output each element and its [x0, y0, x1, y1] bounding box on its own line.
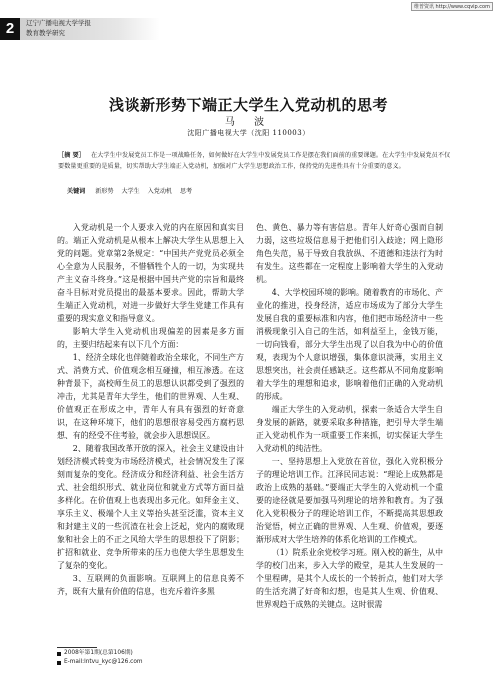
bullet-square-icon — [57, 661, 61, 665]
author-affiliation: 沈阳广播电视大学（沈阳 110003） — [187, 129, 310, 137]
email: E-mail:lntvu_kyc@126.com — [64, 659, 143, 665]
issue-info: 2008年第1期(总第106期) — [64, 650, 133, 656]
abstract — [58, 150, 456, 172]
footer — [57, 649, 143, 667]
keyword: 大学生 — [121, 188, 140, 195]
paragraph: 影响大学生入党动机出现偏差的因素是多方面的，主要归结起来有以下几个方面： — [57, 327, 244, 349]
article-title: 浅谈新形势下端正大学生入党动机的思考 — [108, 96, 388, 114]
footer-divider — [57, 647, 97, 648]
keyword: 新形势 — [95, 188, 114, 195]
article-author: 马 波 — [224, 117, 273, 128]
paragraph: 3、互联网的负面影响。互联网上的信息良莠不齐，既有大量有价值的信息，也充斥着许多黑 — [57, 574, 244, 596]
left-column — [57, 221, 244, 598]
paragraph: 1、经济全球化也伴随着政治全球化，不同生产方式、消费方式、价值观念相互碰撞，相互渗透。在这种背景下，高校师生员工的思想认识都受到了强烈的冲击，尤其是青年大学生，他们的世界观、人生观、价值观正在形成之中，青年人有具有强烈的好奇意识，在这种环境下，他们的思想很容易受西方腐朽思想、有的经受不住考验，就会步入思想误区。 — [57, 353, 244, 440]
paragraph: 2、随着我国改革开放的深入，社会主义建设由计划经济模式转变为市场经济模式，社会情况发生了深刻而复杂的变化。经济成分和经济利益、社会生活方式、社会组织形式、就业岗位和就业方式等方面日益多样化。在价值观上也表现出多元化。如拜金主义、享乐主义、极端个人主义等抬头甚至泛滥，资本主义和封建主义的一些沉渣在社会上泛起，党内的腐败现象和社会上的不正之风给大学生的思想投下了阴影；扩招和就业、竞争所带来的压力也使大学生思想发生了复杂的变化。 — [57, 444, 244, 570]
keywords — [67, 186, 198, 195]
issue-number-badge: 2 — [0, 18, 20, 40]
right-column — [256, 221, 443, 611]
journal-section: 教育教学研究 — [26, 29, 65, 37]
paragraph: （1）院系业余党校学习班。刚入校的新生，从中学的校门出来，步入大学的殿堂，是其人生发展的一个里程碑，是其个人成长的一个转折点，他们对大学的生活充满了好奇和幻想，也是其人生观、价值观、世界观趋于成熟的关键点。这时很需 — [256, 548, 443, 609]
paragraph: 4、大学校园环境的影响。随着教育的市场化、产业化的推进，投身经济，适应市场成为了部分大学生发展自我的重要标准和内容，他们把市场经济中一些消极现象引入自己的生活，如利益至上，金钱万能，一切向钱看，部分大学生出现了以自我为中心的价值观，表现为个人意识增强，集体意识淡薄，实用主义思想突出，社会责任感缺乏。这些都从不同角度影响着大学生的理想和追求，影响着他们正确的入党动机的形成。 — [256, 288, 443, 401]
paragraph: 一、坚持思想上入党放在首位，强化入党积极分子的理论培训工作。江泽民同志说：“理论上成熟都是政治上成熟的基础。”要端正大学生的入党动机一个重要的途径就是要加强马列理论的培养和教育。为了强化入党积极分子的理论培训工作，不断提高其思想政治觉悟，树立正确的世界观、人生观、价值观，要逐渐形成对大学生培养的体系化培训的工作模式。 — [256, 457, 443, 544]
journal-name: 辽宁广播电视大学学报 — [26, 19, 91, 27]
bullet-square-icon — [57, 652, 61, 656]
watermark-url: 维普资讯 http://www.cqvip.com — [411, 2, 493, 11]
abstract-text: 在大学生中发展党员工作是一项战略任务，如何做好在大学生中发展党员工作是摆在我们面前的重要课题。在大学生中发展党员不仅要数量更重要的是质量，切实帮助大学生端正入党动机，加强对广大学生思想政治工作，保持党的先进性具有十分重要的意义。 — [58, 152, 451, 170]
keyword: 入党动机 — [147, 188, 173, 195]
abstract-label: ［摘 要］ — [58, 152, 85, 159]
keyword: 思考 — [179, 188, 193, 195]
paragraph: 端正大学生的入党动机，探索一条适合大学生自身发展的新路，就要采取多种措施，把引导大学生端正入党动机作为一项重要工作来抓，切实保证大学生入党动机的纯洁性。 — [256, 405, 443, 453]
paragraph: 入党动机是一个人要求入党的内在原因和真实目的。端正入党动机是从根本上解决大学生从思想上入党的问题。党章第2条规定：“中国共产党党员必须全心全意为人民服务，不惜牺牲个人的一切，为实现共产主义奋斗终身。”这是根据中国共产党的宗旨和最终奋斗目标对党员提出的最基本要求。因此，帮助大学生端正入党动机，对进一步做好大学生党建工作具有重要的现实意义和指导意义。 — [57, 223, 244, 323]
keywords-label: 关键词 — [67, 188, 86, 195]
paragraph: 色、黄色、暴力等有害信息。青年人好奇心强而自制力弱，这些垃圾信息易于把他们引入歧途；网上隐形角色失范，易于导致自我放纵、不道德和违法行为时有发生。这些都在一定程度上影响着大学生的入党动机。 — [256, 223, 443, 284]
